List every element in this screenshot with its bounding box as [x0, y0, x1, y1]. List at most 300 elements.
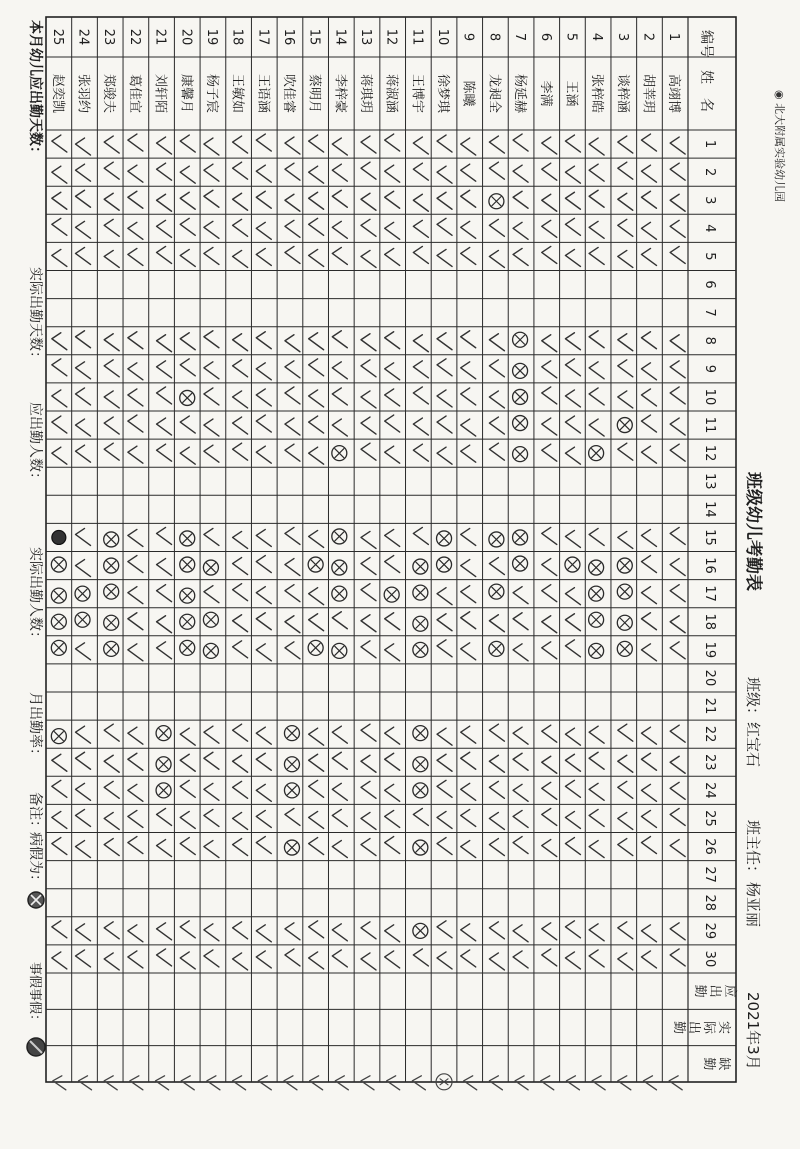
sick-mark [413, 616, 428, 631]
sick-mark [489, 584, 504, 599]
day-header: 12 [702, 444, 717, 462]
present-check [618, 136, 633, 153]
present-check [670, 642, 685, 659]
present-check [332, 924, 347, 941]
margin-check [258, 1076, 271, 1090]
present-check [413, 335, 428, 352]
sick-mark [51, 640, 66, 655]
sick-mark [156, 783, 171, 798]
sick-mark [180, 557, 195, 572]
present-check [589, 164, 604, 181]
present-check [618, 219, 633, 236]
present-check [104, 334, 119, 351]
present-check [361, 443, 376, 460]
present-check [361, 250, 376, 267]
present-check [565, 588, 580, 605]
sick-mark [437, 557, 452, 572]
margin-check [207, 1076, 220, 1090]
present-check [589, 190, 604, 207]
present-check [589, 924, 604, 941]
sick-mark [332, 643, 347, 658]
present-check [157, 444, 172, 461]
present-check [285, 220, 300, 237]
sick-mark [513, 363, 528, 378]
present-check [233, 724, 248, 741]
day-header: 19 [702, 641, 717, 659]
sick-mark [51, 557, 66, 572]
present-check [233, 812, 248, 829]
present-check [157, 559, 172, 576]
sick-mark [413, 783, 428, 798]
sick-mark [384, 587, 399, 602]
sick-mark [437, 531, 452, 546]
present-check [565, 447, 580, 464]
present-check [104, 360, 119, 377]
day-header: 27 [702, 866, 717, 883]
present-check [461, 783, 476, 800]
present-check [542, 527, 557, 544]
present-check [285, 194, 300, 211]
present-check [589, 138, 604, 155]
present-check [513, 222, 528, 239]
present-check [589, 388, 604, 405]
present-check [233, 334, 248, 351]
present-check [128, 837, 143, 854]
present-check [157, 585, 172, 602]
present-check [157, 387, 172, 404]
day-header: 18 [702, 613, 717, 631]
present-check [233, 584, 248, 601]
student-number: 20 [178, 28, 194, 46]
present-check [128, 248, 143, 265]
present-check [204, 726, 219, 743]
present-check [180, 359, 195, 376]
present-check [513, 925, 528, 942]
present-check [413, 949, 428, 966]
present-check [385, 248, 400, 265]
present-check [332, 138, 347, 155]
day-header: 30 [702, 950, 717, 968]
sick-mark [589, 643, 604, 658]
present-check [104, 219, 119, 236]
present-check [233, 953, 248, 970]
footer-personal-label: 事假事假： [27, 962, 42, 1028]
table-border [46, 17, 736, 1082]
present-check [618, 922, 633, 939]
present-check [52, 166, 67, 183]
present-check [565, 754, 580, 771]
present-check [256, 248, 271, 265]
student-name: 郑骏夫 [101, 73, 117, 114]
day-header: 25 [702, 810, 717, 827]
student-number: 15 [306, 28, 322, 46]
present-check [204, 752, 219, 769]
margin-check [361, 1076, 374, 1090]
student-number: 5 [563, 32, 579, 42]
present-check [361, 781, 376, 798]
present-check [565, 166, 580, 183]
present-check [157, 808, 172, 825]
present-check [233, 922, 248, 939]
present-check [589, 419, 604, 436]
present-check [204, 190, 219, 207]
present-check [52, 952, 67, 969]
margin-check [284, 1076, 297, 1090]
present-check [385, 837, 400, 854]
present-check [52, 416, 67, 433]
present-check [542, 194, 557, 211]
present-check [233, 391, 248, 408]
present-check [128, 529, 143, 546]
sick-mark [51, 614, 66, 629]
present-check [52, 811, 67, 828]
present-check [104, 193, 119, 210]
present-check [256, 727, 271, 744]
present-check [256, 587, 271, 604]
present-check [256, 529, 271, 546]
sick-mark [413, 559, 428, 574]
present-check [332, 783, 347, 800]
student-name: 葛佳宜 [126, 73, 142, 114]
sick-mark [75, 612, 90, 627]
sick-mark [565, 557, 580, 572]
present-check [437, 416, 452, 433]
present-check [233, 839, 248, 856]
present-check [157, 949, 172, 966]
present-check [461, 752, 476, 769]
present-check [180, 135, 195, 152]
present-check [332, 752, 347, 769]
present-check [233, 615, 248, 632]
present-check [361, 193, 376, 210]
present-check [437, 952, 452, 969]
present-check [618, 531, 633, 548]
present-check [309, 588, 324, 605]
present-check [385, 389, 400, 406]
present-check [104, 391, 119, 408]
margin-check [53, 1076, 66, 1090]
present-check [641, 332, 656, 349]
sick-mark [489, 194, 504, 209]
student-name: 张梓皓 [589, 73, 605, 114]
sick-mark [180, 531, 195, 546]
present-check [180, 192, 195, 209]
present-check [565, 780, 580, 797]
present-check [385, 415, 400, 432]
present-check [589, 809, 604, 826]
present-check [157, 163, 172, 180]
present-check [641, 644, 656, 661]
footer-note: 备注： [27, 792, 43, 834]
present-check [489, 755, 504, 772]
present-check [565, 811, 580, 828]
present-check [413, 444, 428, 461]
day-header: 15 [702, 529, 717, 546]
present-check [76, 809, 91, 826]
student-number: 16 [280, 28, 296, 46]
footer-monthly-rate: 月出勤率： [27, 692, 43, 762]
present-check [542, 418, 557, 435]
present-check [489, 839, 504, 856]
present-check [180, 811, 195, 828]
margin-check [566, 1076, 579, 1090]
present-check [670, 585, 685, 602]
present-check [670, 725, 685, 742]
present-check [489, 922, 504, 939]
student-number: 12 [383, 28, 399, 46]
student-name: 徐梦琪 [435, 73, 451, 114]
present-check [157, 246, 172, 263]
present-check [52, 249, 67, 266]
footer-should-people: 应出勤人数： [27, 402, 43, 486]
margin-check [592, 1076, 605, 1090]
present-check [542, 246, 557, 263]
present-check [565, 416, 580, 433]
present-check [180, 218, 195, 235]
present-check [618, 162, 633, 179]
present-check [437, 838, 452, 855]
sick-mark [180, 614, 195, 629]
present-check [385, 951, 400, 968]
present-check [204, 924, 219, 941]
present-check [204, 221, 219, 238]
sick-mark [513, 389, 528, 404]
sick-mark [589, 612, 604, 627]
margin-check [464, 1076, 477, 1090]
present-check [513, 644, 528, 661]
sick-mark [413, 726, 428, 741]
present-check [128, 727, 143, 744]
student-number: 10 [435, 28, 451, 46]
present-check [542, 782, 557, 799]
present-check [437, 811, 452, 828]
present-check [180, 728, 195, 745]
sick-mark [156, 757, 171, 772]
present-check [52, 359, 67, 376]
present-check [285, 923, 300, 940]
present-check [542, 642, 557, 659]
day-header: 24 [702, 782, 717, 799]
margin-check [643, 1076, 656, 1090]
present-check [256, 191, 271, 208]
present-check [128, 389, 143, 406]
present-check [618, 360, 633, 377]
present-check [618, 250, 633, 267]
student-name: 王涵 [563, 80, 579, 107]
student-name: 陈曦 [460, 80, 476, 107]
sheet-date: 2021年3月 [744, 992, 762, 1070]
day-header: 14 [702, 501, 717, 518]
day-header: 29 [702, 922, 717, 940]
present-check [361, 162, 376, 179]
present-check [618, 781, 633, 798]
present-check [641, 837, 656, 854]
present-check [104, 953, 119, 970]
present-check [180, 416, 195, 433]
present-check [542, 756, 557, 773]
present-check [256, 556, 271, 573]
sick-mark [589, 446, 604, 461]
margin-check [335, 1076, 348, 1090]
margin-check [387, 1076, 400, 1090]
present-check [565, 530, 580, 547]
present-check [309, 780, 324, 797]
student-number: 9 [460, 32, 476, 42]
present-check [76, 726, 91, 743]
present-check [670, 246, 685, 263]
present-check [256, 415, 271, 432]
present-check [233, 443, 248, 460]
present-check [618, 724, 633, 741]
present-check [309, 838, 324, 855]
present-check [204, 419, 219, 436]
present-check [513, 727, 528, 744]
sick-mark [513, 556, 528, 571]
present-check [76, 221, 91, 238]
logo-emblem-icon: ◉ [773, 90, 786, 104]
student-number: 14 [332, 28, 348, 46]
present-check [256, 446, 271, 463]
present-check [413, 387, 428, 404]
present-check [332, 221, 347, 238]
present-check [52, 333, 67, 350]
teacher-name: 杨亚丽 [744, 882, 762, 928]
present-check [204, 841, 219, 858]
present-check [413, 527, 428, 544]
student-number: 21 [152, 28, 168, 46]
student-number: 8 [486, 32, 502, 42]
sick-mark [332, 586, 347, 601]
present-check [589, 950, 604, 967]
day-header: 7 [702, 308, 717, 317]
present-check [361, 953, 376, 970]
sick-mark [180, 588, 195, 603]
present-check [565, 192, 580, 209]
present-check [256, 810, 271, 827]
present-check [104, 162, 119, 179]
present-check [461, 247, 476, 264]
present-check [641, 556, 656, 573]
present-check [513, 134, 528, 151]
present-check [670, 361, 685, 378]
present-check [437, 921, 452, 938]
student-number: 24 [75, 28, 91, 46]
present-check [437, 192, 452, 209]
sick-mark [617, 418, 632, 433]
present-check [385, 784, 400, 801]
present-check [385, 753, 400, 770]
present-check [489, 391, 504, 408]
present-check [256, 222, 271, 239]
sick-mark [513, 530, 528, 545]
present-check [52, 135, 67, 152]
present-check [542, 163, 557, 180]
present-check [157, 137, 172, 154]
present-check [461, 445, 476, 462]
present-check [542, 808, 557, 825]
present-check [361, 334, 376, 351]
footer-actual-days: 实际出勤天数： [27, 267, 43, 365]
present-check [670, 335, 685, 352]
present-check [641, 587, 656, 604]
present-check [128, 810, 143, 827]
present-check [385, 529, 400, 546]
student-number: 4 [589, 32, 605, 42]
present-check [385, 810, 400, 827]
present-check [618, 334, 633, 351]
student-number: 11 [409, 28, 425, 46]
present-check [285, 444, 300, 461]
present-check [461, 362, 476, 379]
present-check [565, 614, 580, 631]
summary-header: 缺勤 [701, 1057, 731, 1071]
margin-check [310, 1076, 323, 1090]
present-check [461, 726, 476, 743]
present-check [180, 952, 195, 969]
present-check [128, 165, 143, 182]
present-check [157, 418, 172, 435]
present-check [52, 218, 67, 235]
present-check [128, 951, 143, 968]
day-header: 2 [702, 168, 717, 177]
present-check [285, 137, 300, 154]
present-check [180, 249, 195, 266]
present-check [361, 839, 376, 856]
present-check [461, 331, 476, 348]
sick-mark [104, 558, 119, 573]
student-name: 蒋淑涵 [383, 73, 399, 114]
present-check [437, 588, 452, 605]
day-header: 11 [702, 416, 717, 434]
sick-mark [51, 588, 66, 603]
present-check [204, 809, 219, 826]
sick-mark [617, 615, 632, 630]
present-check [670, 194, 685, 211]
present-check [385, 727, 400, 744]
student-name: 赵奕凯 [49, 73, 65, 114]
present-check [565, 135, 580, 152]
present-check [513, 951, 528, 968]
margin-check [489, 1076, 502, 1090]
present-check [489, 417, 504, 434]
margin-check [412, 1076, 425, 1090]
student-name: 蔡明月 [306, 73, 322, 114]
present-check [437, 640, 452, 657]
sick-mark [413, 585, 428, 600]
present-check [670, 220, 685, 237]
present-check [670, 616, 685, 633]
present-check [618, 839, 633, 856]
margin-check [515, 1076, 528, 1090]
present-check [641, 222, 656, 239]
present-check [513, 165, 528, 182]
student-number: 7 [512, 32, 528, 42]
present-check [461, 560, 476, 577]
sick-mark [589, 586, 604, 601]
sick-mark [332, 446, 347, 461]
present-check [309, 249, 324, 266]
present-check [641, 784, 656, 801]
present-check [76, 528, 91, 545]
present-check [461, 612, 476, 629]
present-check [285, 616, 300, 633]
present-check [157, 840, 172, 857]
student-number: 23 [101, 28, 117, 46]
present-check [589, 528, 604, 545]
present-check [285, 335, 300, 352]
present-check [437, 390, 452, 407]
present-check [413, 163, 428, 180]
